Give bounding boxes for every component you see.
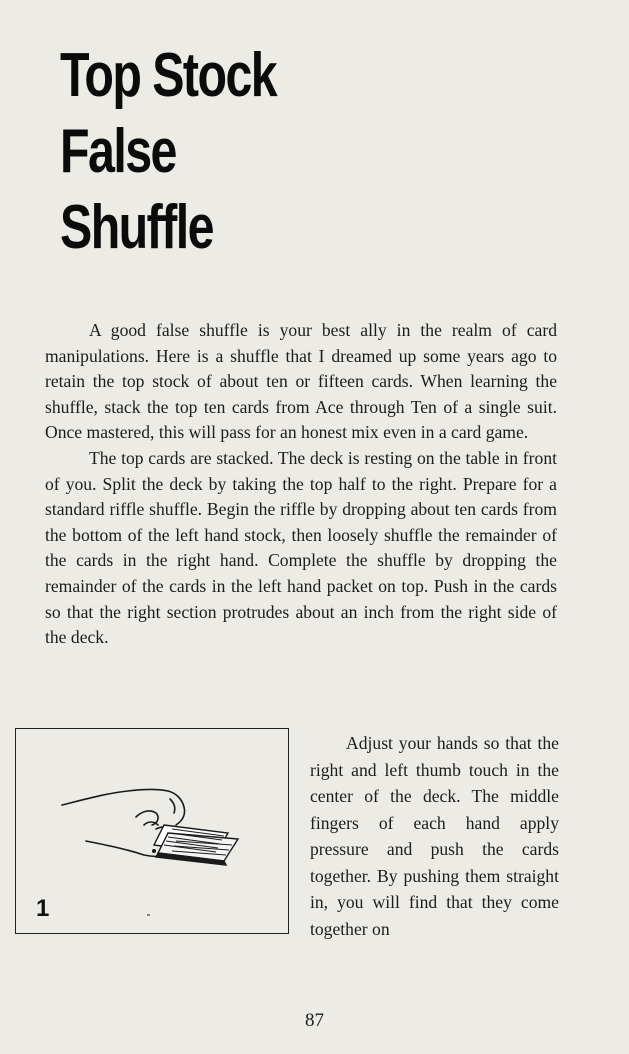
body-text [45, 318, 557, 651]
page-title [60, 38, 276, 266]
title-line-2: False [60, 117, 176, 186]
paragraph-adjust: Adjust your hands so that the right and left thumb touch in the center of the deck. The middle fingers of each hand apply pressure and push the cards together. By pushing them straight in, you will find that they come together on [310, 733, 559, 939]
paragraph-intro: A good false shuffle is your best ally in the realm of card manipulations. Here is a shuffle that I dreamed up some years ago to retain the top stock of about ten or fifteen cards. When learning the shuffle, stack the top ten cards from Ace through Ten of a single suit. Once mastered, this will pass for an honest mix even in a card game. [45, 320, 557, 443]
title-line-3: Shuffle [60, 193, 213, 262]
figure-1 [15, 728, 289, 934]
page-number: 87 [305, 1010, 324, 1031]
paragraph-method: The top cards are stacked. The deck is resting on the table in front of you. Split the deck by taking the top half to the right. Prepare for a standard riffle shuffle. Begin the riffle by dropping about ten cards from the bottom of the left hand stock, then loosely shuffle the remainder of the cards in the right hand. Complete the shuffle by dropping the remainder of the cards in the left hand packet on top. Push in the cards so that the right section protrudes about an inch from the right side of the deck. [45, 447, 557, 648]
hand-with-cards-illustration [16, 729, 288, 933]
figure-number: 1 [36, 895, 50, 922]
side-text [310, 730, 559, 942]
title-line-1: Top Stock [60, 41, 277, 110]
